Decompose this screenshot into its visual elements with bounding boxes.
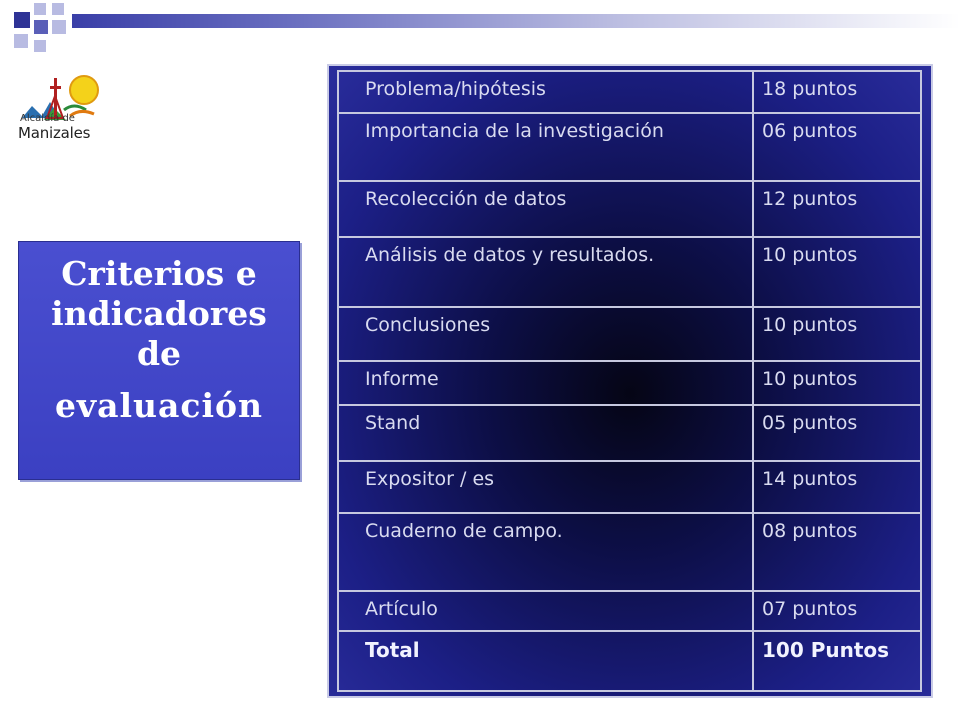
table-row xyxy=(338,113,921,181)
criteria-title-box xyxy=(18,241,300,480)
criterion-cell: Stand xyxy=(338,405,753,461)
criteria-line3: de xyxy=(136,334,182,373)
criterion-cell: Análisis de datos y resultados. xyxy=(338,237,753,307)
points-cell: 08 puntos xyxy=(753,513,921,591)
criterion-cell: Recolección de datos xyxy=(338,181,753,237)
table-row-total xyxy=(338,631,921,691)
deco-square xyxy=(34,3,46,15)
deco-square xyxy=(52,3,64,15)
header-gradient-bar xyxy=(72,14,960,28)
criterion-cell: Problema/hipótesis xyxy=(338,71,753,113)
points-cell: 14 puntos xyxy=(753,461,921,513)
logo-text-line2: Manizales xyxy=(18,124,91,142)
criterion-cell: Artículo xyxy=(338,591,753,631)
criteria-title xyxy=(19,254,299,426)
points-cell: 10 puntos xyxy=(753,307,921,361)
criteria-line1: Criterios e xyxy=(61,254,257,293)
table-row xyxy=(338,405,921,461)
table-row xyxy=(338,513,921,591)
criterion-cell: Cuaderno de campo. xyxy=(338,513,753,591)
total-points-cell: 100 Puntos xyxy=(753,631,921,691)
deco-square xyxy=(52,20,66,34)
points-cell: 12 puntos xyxy=(753,181,921,237)
table-row xyxy=(338,461,921,513)
criteria-line2: indicadores xyxy=(51,294,267,333)
deco-square xyxy=(34,20,48,34)
criterion-cell: Importancia de la investigación xyxy=(338,113,753,181)
criterion-cell: Expositor / es xyxy=(338,461,753,513)
points-cell: 05 puntos xyxy=(753,405,921,461)
total-label-cell: Total xyxy=(338,631,753,691)
table-row xyxy=(338,307,921,361)
logo-text-line1: Alcaldía de xyxy=(20,113,75,124)
table-row xyxy=(338,591,921,631)
points-cell: 06 puntos xyxy=(753,113,921,181)
table-row xyxy=(338,361,921,405)
deco-square xyxy=(14,12,30,28)
points-cell: 10 puntos xyxy=(753,361,921,405)
criteria-line4: evaluación xyxy=(54,386,264,425)
criterion-cell: Conclusiones xyxy=(338,307,753,361)
evaluation-table xyxy=(337,70,922,692)
deco-square xyxy=(34,40,46,52)
points-cell: 18 puntos xyxy=(753,71,921,113)
table-row xyxy=(338,71,921,113)
evaluation-table-panel xyxy=(327,64,933,698)
deco-square xyxy=(14,34,28,48)
points-cell: 07 puntos xyxy=(753,591,921,631)
table-row xyxy=(338,237,921,307)
table-row xyxy=(338,181,921,237)
points-cell: 10 puntos xyxy=(753,237,921,307)
criterion-cell: Informe xyxy=(338,361,753,405)
